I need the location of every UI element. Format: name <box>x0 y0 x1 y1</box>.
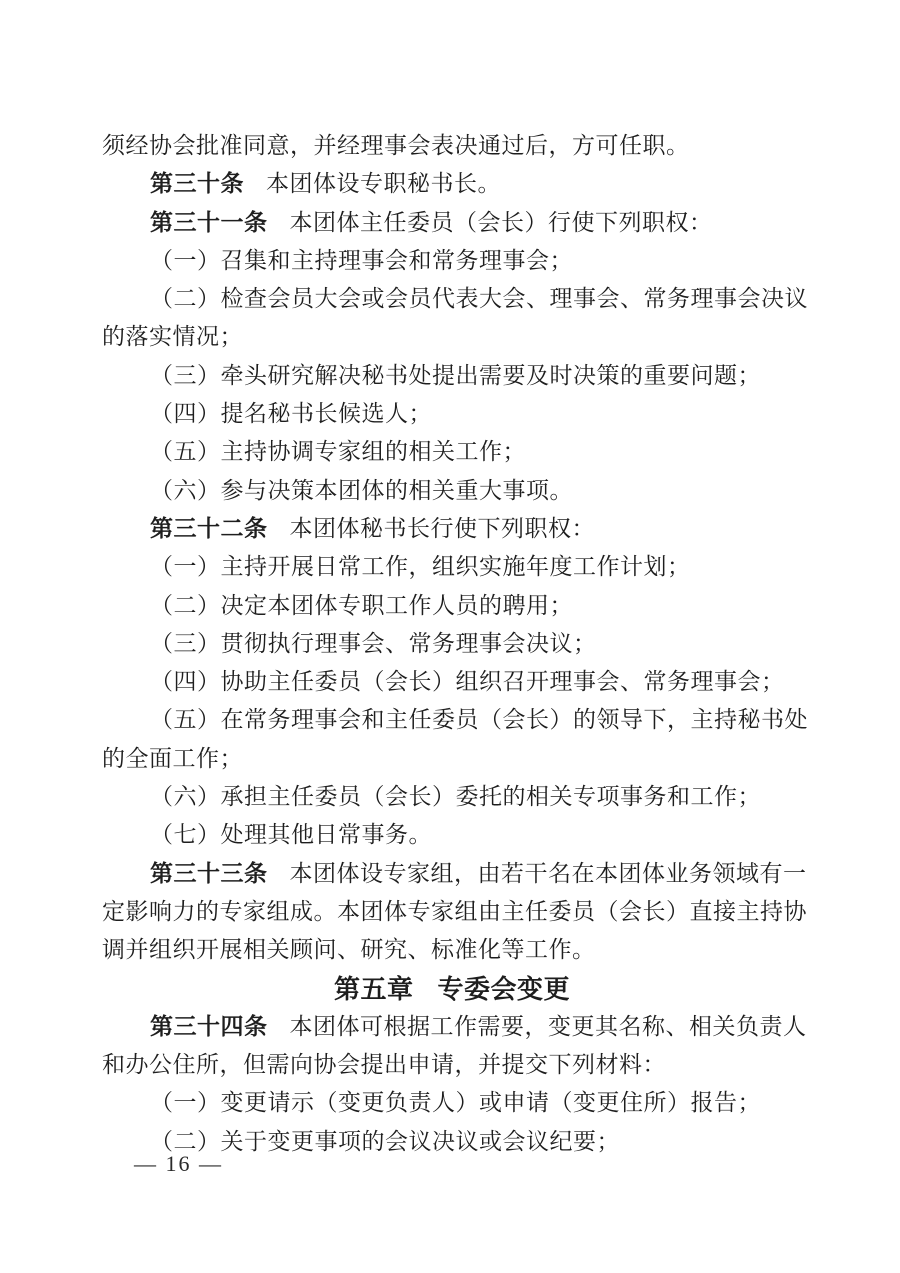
body-line <box>102 433 802 471</box>
body-text: 本团体可根据工作需要，变更其名称、相关负责人 <box>289 1013 807 1039</box>
article-number: 第三十条 <box>150 171 244 197</box>
body-text: （二）检查会员大会或会员代表大会、理事会、常务理事会决议 <box>150 286 808 312</box>
body-line <box>102 740 802 778</box>
body-text: （一）变更请示（变更负责人）或申请（变更住所）报告； <box>150 1090 761 1116</box>
body-line <box>102 701 808 739</box>
body-line <box>102 318 802 356</box>
body-line <box>102 242 802 280</box>
body-line <box>102 625 802 663</box>
body-text: （四）提名秘书长候选人； <box>150 401 432 427</box>
article-number: 第三十二条 <box>150 515 268 541</box>
body-line <box>102 395 802 433</box>
chapter-number: 第五章 <box>333 973 414 1004</box>
body-text: 须经协会批准同意，并经理事会表决通过后，方可任职。 <box>102 133 690 158</box>
body-text: 本团体秘书长行使下列职权： <box>289 515 595 541</box>
page-number: — 16 — <box>134 1151 223 1176</box>
chapter-title: 专委会变更 <box>437 973 571 1004</box>
body-line <box>102 1084 802 1122</box>
body-text: 和办公住所，但需向协会提出申请，并提交下列材料： <box>102 1052 666 1078</box>
body-text: 本团体设专家组，由若干名在本团体业务领域有一 <box>289 860 807 886</box>
body-text: （七）处理其他日常事务。 <box>150 822 432 848</box>
body-line <box>102 472 802 510</box>
body-text: （五）主持协调专家组的相关工作； <box>150 439 526 465</box>
body-text: 调并组织开展相关顾问、研究、标准化等工作。 <box>102 937 596 963</box>
body-text: 的落实情况； <box>102 324 243 350</box>
body-text: （一）主持开展日常工作，组织实施年度工作计划； <box>150 554 691 580</box>
article-line <box>102 204 802 242</box>
body-line <box>102 357 802 395</box>
body-line <box>102 548 802 586</box>
body-text: 本团体主任委员（会长）行使下列职权： <box>289 209 713 235</box>
article-line <box>102 855 807 893</box>
body-line <box>102 778 802 816</box>
body-text: （三）牵头研究解决秘书处提出需要及时决策的重要问题； <box>150 362 761 388</box>
article-line <box>102 1008 807 1046</box>
body-line <box>102 663 802 701</box>
body-line <box>102 893 807 931</box>
body-text: 定影响力的专家组成。本团体专家组由主任委员（会长）直接主持协 <box>102 898 807 924</box>
body-text: （二）决定本团体专职工作人员的聘用； <box>150 592 573 618</box>
body-line <box>102 931 802 969</box>
article-number: 第三十四条 <box>150 1013 268 1039</box>
body-text: （四）协助主任委员（会长）组织召开理事会、常务理事会； <box>150 669 785 695</box>
body-line <box>102 816 802 854</box>
article-number: 第三十三条 <box>150 860 268 886</box>
body-text: （三）贯彻执行理事会、常务理事会决议； <box>150 630 597 656</box>
body-text: （二）关于变更事项的会议决议或会议纪要； <box>150 1128 620 1154</box>
body-text: 本团体设专职秘书长。 <box>266 171 501 197</box>
body-text: 的全面工作； <box>102 745 243 771</box>
body-text: （六）参与决策本团体的相关重大事项。 <box>150 477 573 503</box>
body-text: （六）承担主任委员（会长）委托的相关专项事务和工作； <box>150 784 761 810</box>
body-text: （一）召集和主持理事会和常务理事会； <box>150 247 573 273</box>
chapter-heading <box>102 970 802 1008</box>
document-body <box>102 127 808 1161</box>
body-line <box>102 1046 802 1084</box>
body-line <box>102 587 802 625</box>
article-number: 第三十一条 <box>150 209 268 235</box>
body-line <box>102 280 808 318</box>
body-text: （五）在常务理事会和主任委员（会长）的领导下，主持秘书处 <box>150 707 808 733</box>
body-line <box>102 127 802 165</box>
article-line <box>102 165 802 203</box>
article-line <box>102 510 802 548</box>
